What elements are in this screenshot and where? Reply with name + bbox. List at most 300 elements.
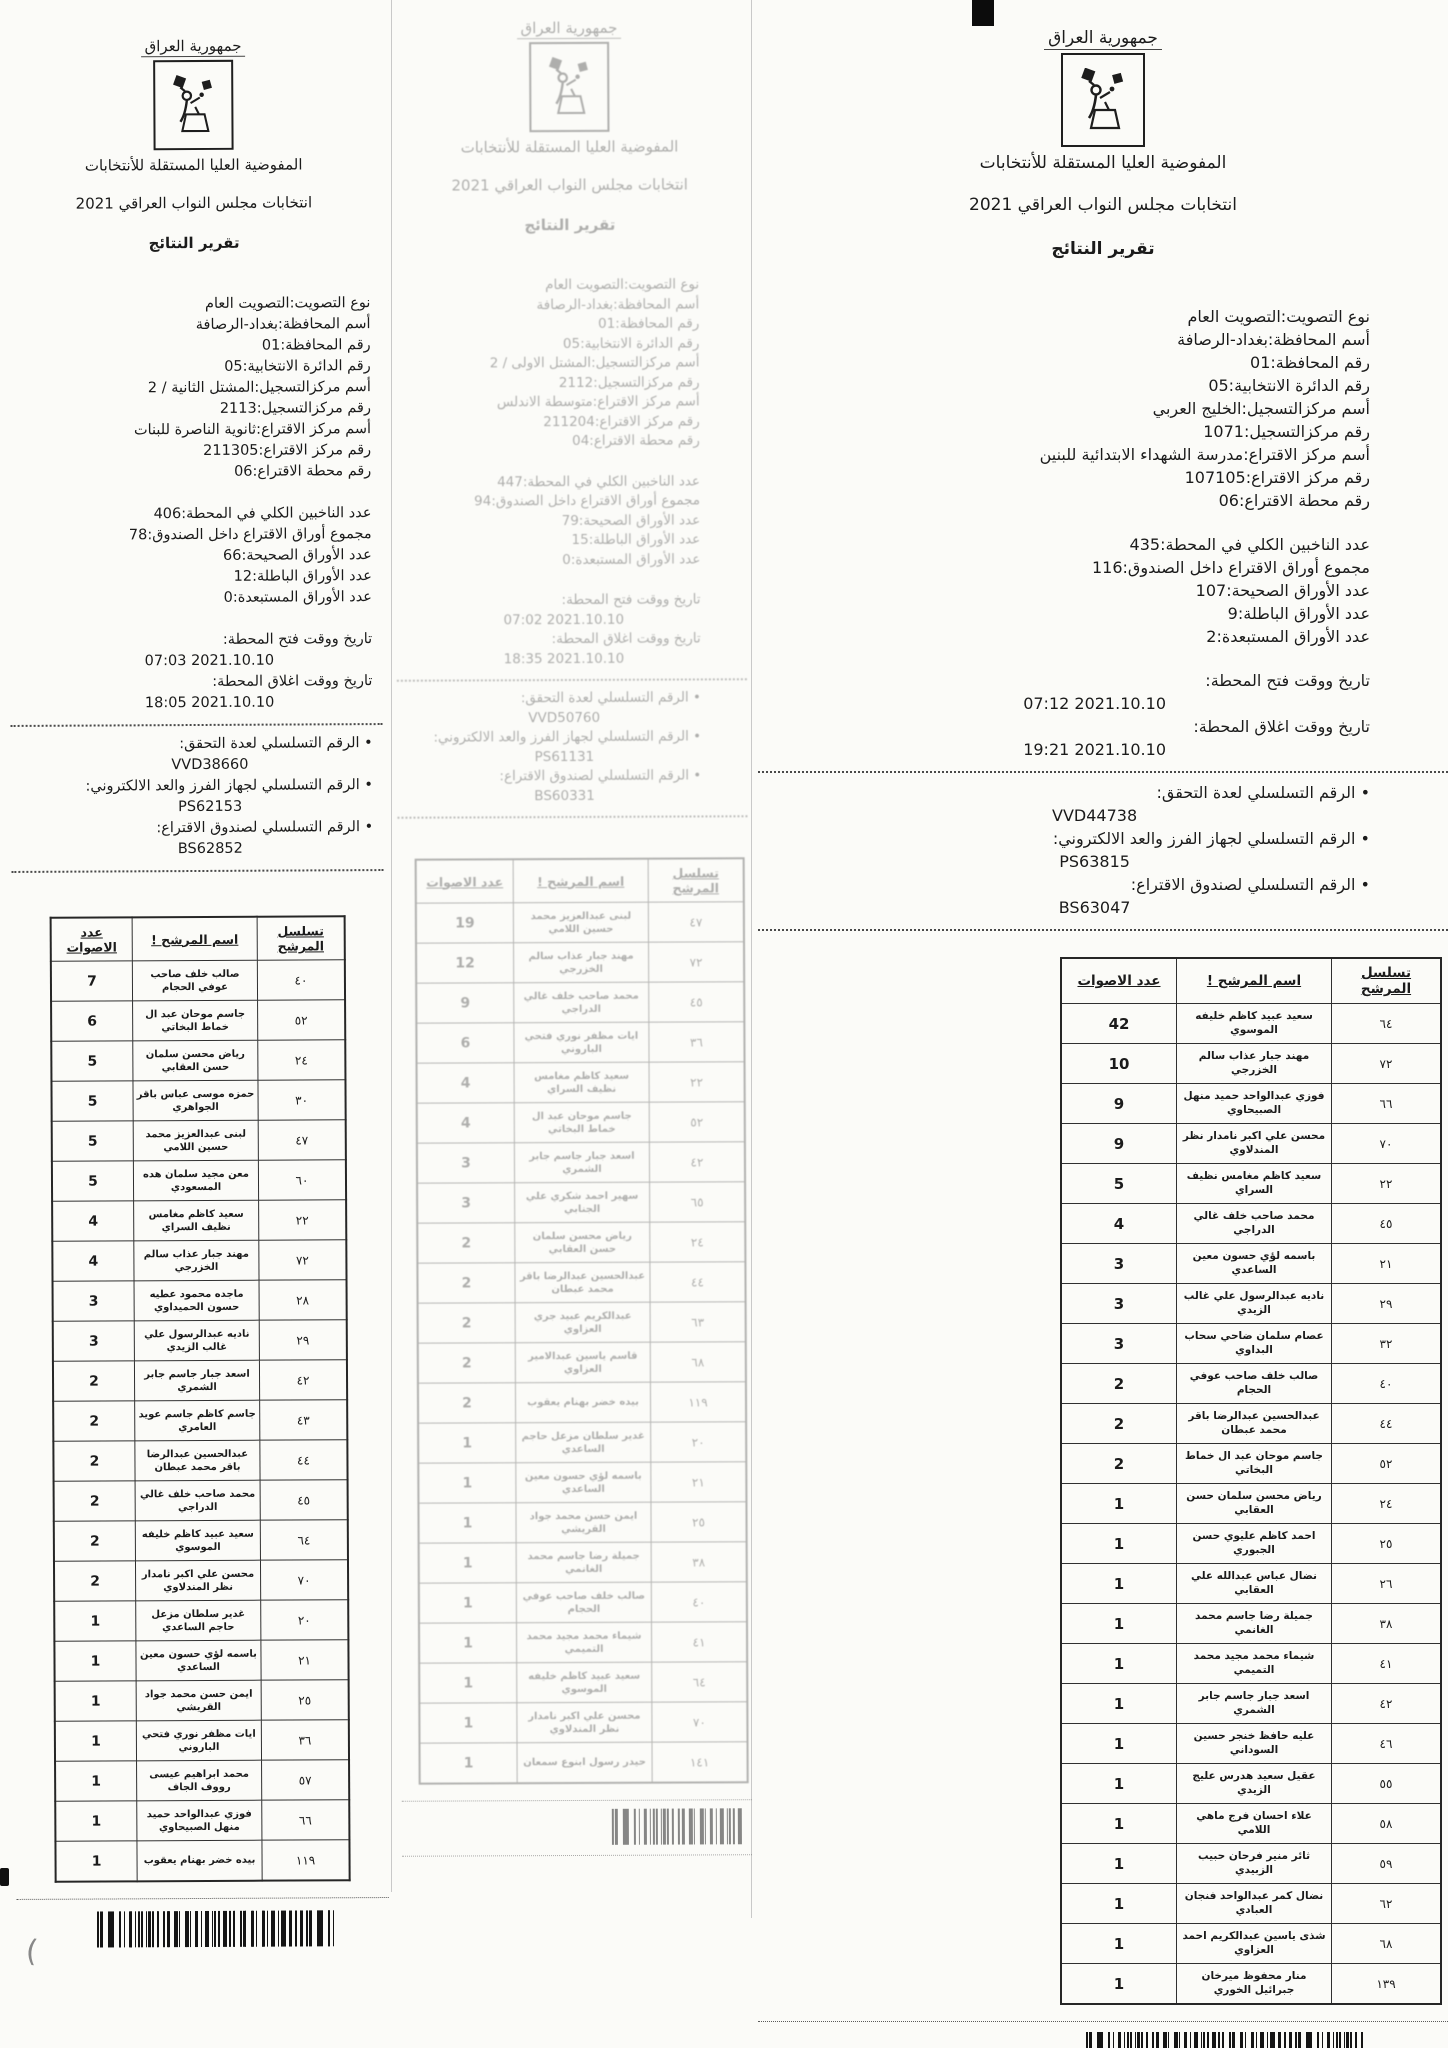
barcode-area (758, 2021, 1448, 2048)
candidate-name-cell: سعيد عبيد كاظم خليفه الموسوي (1177, 1004, 1332, 1044)
candidate-row (54, 1520, 348, 1562)
votes-cell: 3 (53, 1321, 135, 1361)
text-line: • الرقم التسلسلي لعدة التحقق: (1156, 783, 1370, 802)
candidate-number-cell: ٣٨ (1332, 1604, 1442, 1644)
serial-numbers-block (11, 733, 384, 861)
text-line: عدد الأوراق الباطلة:15 (571, 531, 701, 549)
votes-cell: 4 (52, 1241, 134, 1281)
votes-cell: 9 (416, 983, 514, 1023)
votes-cell: 2 (54, 1561, 136, 1601)
text-line: عدد الناخبين الكلي في المحطة:435 (1129, 535, 1370, 554)
candidate-row (1061, 1764, 1441, 1804)
votes-cell: 2 (418, 1343, 516, 1383)
text-line: أسم المحافظة:بغداد-الرصافة (1177, 330, 1370, 349)
votes-cell: 2 (53, 1401, 135, 1441)
text-line: مجموع أوراق الاقتراع داخل الصندوق:116 (1091, 558, 1370, 577)
candidate-number-cell: ٧٠ (1332, 1124, 1442, 1164)
results-table (415, 857, 749, 1784)
candidate-name-cell: ماجده محمود عطيه حسون الحميداوي (134, 1280, 259, 1321)
candidate-name-cell: غدير سلطان مزعل حاجم الساعدي (136, 1600, 261, 1641)
candidate-row (55, 1840, 349, 1882)
candidate-name-cell: فوزي عبدالواحد حميد منهل الصبيحاوي (1177, 1084, 1332, 1124)
candidate-name-cell: لبنى عبدالعزيز محمد حسين اللامي (513, 902, 648, 943)
candidate-name-cell: نضال عباس عبدالله علي العقابي (1177, 1564, 1332, 1604)
text-line: عدد الناخبين الكلي في المحطة:447 (497, 472, 701, 490)
candidate-name-cell: عبدالحسين عبدالرضا باقر محمد عبطان (515, 1262, 650, 1303)
candidate-row (1061, 1084, 1441, 1124)
candidate-number-cell: ٤٥ (260, 1480, 348, 1520)
text-line: رقم محطة الاقتراع:06 (1218, 491, 1370, 510)
text-line: 2021.10.10 07:12 (1023, 694, 1166, 713)
seq-column-header: تسلسل المرشح (257, 916, 345, 960)
candidate-row (52, 1240, 346, 1282)
candidate-row (419, 1662, 747, 1703)
text-line: تاريخ ووقت اغلاق المحطة: (1193, 717, 1370, 736)
text-line: رقم المحافظة:01 (598, 315, 700, 332)
text-line: • الرقم التسلسلي لصندوق الاقتراع: (1130, 875, 1370, 894)
candidate-number-cell: ٤٠ (257, 960, 345, 1000)
text-line: نوع التصويت:التصويت العام (1187, 307, 1370, 326)
station-info-block (395, 275, 746, 452)
scan-artifact-mark (0, 1868, 9, 1886)
text-line: PS62153 (178, 798, 243, 816)
candidate-name-cell: عبدالحسين عبدالرضا باقر محمد عبطان (135, 1440, 260, 1481)
dotted-separator (758, 2021, 1448, 2022)
results-table-header-row (1061, 958, 1441, 1004)
open-close-times-block (396, 590, 746, 670)
text-line: BS63047 (1058, 898, 1131, 917)
votes-cell: 1 (418, 1463, 516, 1503)
candidate-row (1061, 1124, 1441, 1164)
candidate-number-cell: ٥٥ (1332, 1764, 1442, 1804)
candidate-row (53, 1400, 347, 1442)
candidate-row (1061, 1004, 1441, 1044)
candidate-name-cell: منار محفوظ ميرخان جبرائيل الخوري (1177, 1964, 1332, 2005)
candidate-name-cell: صالب خلف صاحب عوفي الحجام (516, 1582, 651, 1623)
receipt-header (7, 35, 380, 253)
candidate-number-cell: ٤٦ (1332, 1724, 1442, 1764)
candidate-row (1061, 1644, 1441, 1684)
text-line: عدد الأوراق الباطلة:9 (1227, 604, 1370, 623)
votes-cell: 1 (1061, 1844, 1177, 1884)
candidate-name-cell: شيماء محمد مجيد محمد التميمي (1177, 1644, 1332, 1684)
votes-cell: 5 (52, 1121, 134, 1161)
candidate-number-cell: ٢١ (261, 1640, 349, 1680)
text-line: أسم المحافظة:بغداد-الرصافة (536, 295, 700, 313)
candidate-row (417, 1062, 745, 1103)
votes-cell: 1 (419, 1543, 517, 1583)
candidate-row (1061, 1564, 1441, 1604)
candidate-row (1061, 1244, 1441, 1284)
dotted-separator (11, 869, 383, 873)
scan-artifact-mark (972, 0, 994, 26)
candidate-name-cell: مهند جبار عذاب سالم الخزرجي (1177, 1044, 1332, 1084)
candidate-name-cell: بيده خضر بهنام يعقوب (137, 1840, 262, 1881)
candidate-row (1061, 1324, 1441, 1364)
votes-cell: 2 (417, 1223, 515, 1263)
votes-cell: 42 (1061, 1004, 1177, 1044)
candidate-row (419, 1702, 747, 1743)
votes-cell: 1 (1061, 1644, 1177, 1684)
votes-cell: 2 (418, 1303, 516, 1343)
candidate-number-cell: ٦٤ (1332, 1004, 1442, 1044)
candidate-row (419, 1742, 747, 1784)
candidate-number-cell: ٦٥ (650, 1182, 746, 1222)
ihec-logo-icon (1061, 53, 1145, 147)
votes-cell: 1 (1061, 1484, 1177, 1524)
candidate-row (55, 1760, 349, 1802)
candidate-name-cell: جميلة رضا جاسم محمد الغانمي (516, 1542, 651, 1583)
text-line: نوع التصويت:التصويت العام (545, 276, 700, 294)
text-line: VVD38660 (171, 756, 249, 774)
candidate-row (55, 1680, 349, 1722)
text-line: عدد الأوراق المستبعدة:0 (562, 550, 701, 568)
candidate-number-cell: ٤٤ (260, 1440, 348, 1480)
candidate-number-cell: ٦٨ (1332, 1924, 1442, 1964)
candidate-row (55, 1720, 349, 1762)
candidate-name-cell: ايات مظفر نوري فتحي الباروني (514, 1022, 649, 1063)
dotted-separator (758, 771, 1448, 773)
text-line: 2021.10.10 18:35 (503, 650, 625, 667)
text-line: أسم المحافظة:بغداد-الرصافة (195, 316, 371, 334)
seq-column-header: تسلسل المرشح (1332, 958, 1442, 1004)
text-line: BS62852 (177, 840, 243, 858)
candidate-number-cell: ٢١ (1332, 1244, 1442, 1284)
candidate-number-cell: ٢٠ (651, 1422, 747, 1462)
text-line: تاريخ ووقت فتح المحطة: (1205, 671, 1370, 690)
barcode (1086, 2032, 1364, 2048)
candidate-row (54, 1640, 348, 1682)
candidate-name-cell: ايمن حسن محمد جواد القريشي (136, 1680, 261, 1721)
candidate-row (53, 1440, 347, 1482)
votes-cell: 1 (54, 1601, 136, 1641)
votes-cell: 4 (52, 1201, 134, 1241)
votes-cell: 1 (1061, 1964, 1177, 2005)
candidate-name-cell: علاء احسان فرج ماهي اللامي (1177, 1804, 1332, 1844)
candidate-number-cell: ٤١ (651, 1622, 747, 1662)
text-line: • الرقم التسلسلي لجهاز الفرز والعد الالكتروني: (1052, 829, 1370, 848)
scan-artifact-mark: ( (24, 1933, 40, 1970)
open-close-times-block (10, 629, 382, 715)
candidate-row (417, 1262, 745, 1303)
candidate-number-cell: ٧٢ (649, 942, 745, 982)
votes-cell: 1 (419, 1663, 517, 1703)
candidate-number-cell: ٧٠ (260, 1560, 348, 1600)
candidate-number-cell: ١١٩ (650, 1382, 746, 1422)
text-line: نوع التصويت:التصويت العام (204, 295, 371, 312)
votes-cell: 1 (419, 1703, 517, 1743)
candidate-row (1061, 1604, 1441, 1644)
candidate-number-cell: ٢٠ (261, 1600, 349, 1640)
candidate-number-cell: ٥٢ (258, 1000, 346, 1040)
text-line: تاريخ ووقت اغلاق المحطة: (551, 630, 701, 648)
candidate-number-cell: ٤١ (1332, 1644, 1442, 1684)
text-line: • الرقم التسلسلي لصندوق الاقتراع: (156, 819, 374, 837)
ihec-logo-icon (529, 42, 609, 132)
results-table-header-row (51, 916, 345, 961)
votes-cell: 9 (1061, 1124, 1177, 1164)
commission-title: المفوضية العليا المستقلة للأنتخابات (460, 137, 679, 157)
country-title: جمهورية العراق (517, 19, 622, 39)
text-line: 2021.10.10 19:21 (1023, 740, 1166, 759)
barcode (97, 1910, 337, 1947)
results-table (1060, 957, 1442, 2005)
candidate-number-cell: ٥٩ (1332, 1844, 1442, 1884)
votes-cell: 1 (55, 1721, 137, 1761)
votes-cell: 4 (417, 1063, 515, 1103)
votes-cell: 12 (416, 943, 514, 983)
votes-cell: 1 (54, 1641, 136, 1681)
candidate-row (418, 1422, 746, 1463)
candidate-row (417, 1142, 745, 1183)
candidate-row (418, 1462, 746, 1503)
scan-edge-line (751, 0, 752, 1918)
candidate-row (1061, 1524, 1441, 1564)
text-line: عدد الأوراق الباطلة:12 (233, 568, 372, 585)
text-line: 2021.10.10 18:05 (144, 694, 275, 712)
text-line: رقم محطة الاقتراع:04 (572, 432, 700, 449)
candidate-row (418, 1502, 746, 1543)
candidate-number-cell: ٢٤ (1332, 1484, 1442, 1524)
scan-edge-line (391, 0, 392, 1892)
votes-cell: 1 (1061, 1764, 1177, 1804)
candidate-name-cell: نضال كمر عبدالواحد فنجان العبادي (1177, 1884, 1332, 1924)
candidate-name-cell: جميلة رضا جاسم محمد الغانمي (1177, 1604, 1332, 1644)
candidate-name-cell: جاسم موحان عبد ال خماط البخاتي (133, 1000, 258, 1041)
tally-sheet-right (758, 28, 1448, 2048)
country-title: جمهورية العراق (141, 37, 246, 58)
tally-sheet-left (7, 35, 389, 1948)
candidate-number-cell: ٧٢ (1332, 1044, 1442, 1084)
text-line: مجموع أوراق الاقتراع داخل الصندوق:78 (128, 526, 372, 544)
candidate-row (1061, 1844, 1441, 1884)
candidate-row (416, 1022, 744, 1063)
candidate-name-cell: عبدالكريم عبيد جري العزاوي (515, 1302, 650, 1343)
candidate-row (54, 1560, 348, 1602)
candidate-row (416, 942, 744, 983)
votes-cell: 6 (416, 1023, 514, 1063)
candidate-row (416, 902, 744, 943)
barcode-area (402, 1799, 752, 1857)
candidate-name-cell: بيده خضر بهنام يعقوب (515, 1382, 650, 1423)
commission-title: المفوضية العليا المستقلة للأنتخابات (84, 155, 303, 175)
candidate-row (1061, 1684, 1441, 1724)
text-line: عدد الأوراق المستبعدة:2 (1206, 627, 1370, 646)
candidate-name-cell: سهير احمد شكري علي الجنابي (515, 1182, 650, 1223)
receipt-header (758, 28, 1448, 259)
text-line: رقم مركز الاقتراع:211204 (543, 412, 700, 430)
election-title: انتخابات مجلس النواب العراقي 2021 (969, 195, 1237, 215)
candidate-row (51, 1000, 345, 1042)
station-info-block (758, 305, 1448, 512)
votes-cell: 1 (55, 1841, 137, 1882)
candidate-number-cell: ٣٨ (651, 1542, 747, 1582)
candidate-row (1061, 1284, 1441, 1324)
candidate-name-cell: سعيد كاظم مغامس نظيف السراي (514, 1062, 649, 1103)
candidate-number-cell: ٤٢ (649, 1142, 745, 1182)
candidate-row (417, 1182, 745, 1223)
votes-cell: 1 (418, 1423, 516, 1463)
votes-cell: 1 (55, 1761, 137, 1801)
text-line: رقم الدائرة الانتخابية:05 (562, 334, 700, 352)
candidate-row (1061, 1484, 1441, 1524)
commission-title: المفوضية العليا المستقلة للأنتخابات (979, 153, 1227, 173)
text-line: رقم محطة الاقتراع:06 (234, 463, 372, 480)
candidate-row (419, 1582, 747, 1623)
candidate-row (52, 1200, 346, 1242)
votes-cell: 2 (54, 1521, 136, 1561)
candidate-number-cell: ١٤١ (652, 1742, 748, 1783)
text-line: أسم مركز الاقتراع:ثانوية الناصرة للبنات (133, 421, 372, 439)
candidate-number-cell: ٢٥ (1332, 1524, 1442, 1564)
candidate-name-cell: حمزه موسى عباس باقر الجواهري (133, 1080, 258, 1121)
candidate-name-cell: محسن علي اكبر نامدار نظر المندلاوي (1177, 1124, 1332, 1164)
votes-cell: 1 (1061, 1884, 1177, 1924)
report-title: تقرير النتائج (524, 215, 616, 235)
candidate-number-cell: ٧٢ (259, 1240, 347, 1280)
candidate-row (417, 1102, 745, 1143)
ihec-logo-icon (153, 60, 233, 150)
dotted-separator (402, 1854, 752, 1857)
candidate-number-cell: ٥٢ (649, 1102, 745, 1142)
candidate-row (51, 1080, 345, 1122)
candidate-row (1061, 1364, 1441, 1404)
candidate-name-cell: عبدالحسين عبدالرضا باقر محمد عبطان (1177, 1404, 1332, 1444)
candidate-number-cell: ٢٥ (261, 1680, 349, 1720)
candidate-name-cell: باسمه لؤي حسون معين الساعدي (1177, 1244, 1332, 1284)
dotted-separator (758, 929, 1448, 931)
votes-cell: 3 (1061, 1284, 1177, 1324)
text-line: تاريخ ووقت فتح المحطة: (222, 631, 373, 648)
seq-column-header: تسلسل المرشح (648, 858, 744, 902)
candidate-name-cell: ثائر منير فرحان حبيب الزبيدي (1177, 1844, 1332, 1884)
votes-cell: 1 (1061, 1604, 1177, 1644)
votes-cell: 4 (417, 1103, 515, 1143)
results-table (50, 915, 351, 1883)
candidate-number-cell: ٤٣ (260, 1400, 348, 1440)
candidate-number-cell: ٦٠ (258, 1160, 346, 1200)
votes-cell: 2 (1061, 1364, 1177, 1404)
candidate-name-cell: مهند جبار عذاب سالم الخزرجي (514, 942, 649, 983)
votes-cell: 1 (1061, 1564, 1177, 1604)
receipt-header (394, 17, 745, 235)
name-column-header: اسم المرشح ! (132, 917, 257, 961)
candidate-number-cell: ٥٧ (262, 1760, 350, 1800)
text-line: مجموع أوراق الاقتراع داخل الصندوق:94 (474, 492, 701, 510)
candidate-name-cell: عقيل سعيد هدرس عليج الزيدي (1177, 1764, 1332, 1804)
candidate-name-cell: صالب خلف صاحب عوفي الحجام (1177, 1364, 1332, 1404)
candidate-number-cell: ٧٠ (652, 1702, 748, 1742)
candidate-number-cell: ٢٤ (258, 1040, 346, 1080)
candidate-name-cell: سعيد عبيد كاظم خليفه الموسوي (517, 1662, 652, 1703)
candidate-row (53, 1280, 347, 1322)
votes-cell: 19 (416, 903, 514, 943)
candidate-name-cell: محسن علي اكبر نامدار نظر المندلاوي (135, 1560, 260, 1601)
candidate-number-cell: ٤٧ (258, 1120, 346, 1160)
candidate-name-cell: مهند جبار عذاب سالم الخزرجي (134, 1240, 259, 1281)
ballot-counts-block (9, 503, 382, 610)
text-line: عدد الناخبين الكلي في المحطة:406 (153, 505, 372, 523)
text-line: BS60331 (534, 787, 595, 804)
votes-cell: 5 (51, 1041, 133, 1081)
name-column-header: اسم المرشح ! (1177, 958, 1332, 1004)
votes-cell: 1 (1061, 1684, 1177, 1724)
candidate-name-cell: سعيد عبيد كاظم خليفه الموسوي (135, 1520, 260, 1561)
candidate-number-cell: ٣٢ (1332, 1324, 1442, 1364)
candidate-number-cell: ٤٢ (1332, 1684, 1442, 1724)
candidate-number-cell: ٢٢ (259, 1200, 347, 1240)
candidate-row (1061, 1884, 1441, 1924)
candidate-row (1061, 1164, 1441, 1204)
candidate-number-cell: ٢٤ (650, 1222, 746, 1262)
candidate-name-cell: جاسم كاظم جاسم عويد العامري (135, 1400, 260, 1441)
candidate-row (54, 1600, 348, 1642)
text-line: أسم مركزالتسجيل:الخليج العربي (1152, 399, 1370, 418)
candidate-name-cell: رياض محسن سلمان حسن العقابي (1177, 1484, 1332, 1524)
candidate-name-cell: رياض محسن سلمان حسن العقابي (515, 1222, 650, 1263)
candidate-number-cell: ٢٢ (649, 1062, 745, 1102)
candidate-number-cell: ١٣٩ (1332, 1964, 1442, 2005)
votes-cell: 2 (417, 1263, 515, 1303)
text-line: أسم مركزالتسجيل:المشتل الاولى / 2 (489, 354, 700, 372)
candidate-name-cell: باسمه لؤي حسون معين الساعدي (516, 1462, 651, 1503)
text-line: • الرقم التسلسلي لجهاز الفرز والعد الالكتروني: (433, 728, 702, 746)
candidate-name-cell: لبنى عبدالعزيز محمد حسين اللامي (133, 1120, 258, 1161)
votes-cell: 10 (1061, 1044, 1177, 1084)
candidate-name-cell: صالب خلف صاحب عوفي الحجام (132, 960, 257, 1001)
candidate-row (1061, 1964, 1441, 2005)
candidate-row (1061, 1204, 1441, 1244)
candidate-name-cell: ناديه عبدالرسول علي غالب الزيدي (1177, 1284, 1332, 1324)
votes-cell: 1 (55, 1801, 137, 1841)
text-line: رقم الدائرة الانتخابية:05 (1208, 376, 1370, 395)
votes-cell: 2 (1061, 1444, 1177, 1484)
text-line: • الرقم التسلسلي لجهاز الفرز والعد الالكتروني: (85, 777, 373, 795)
votes-cell: 3 (417, 1143, 515, 1183)
candidate-row (416, 982, 744, 1023)
candidate-name-cell: معن مجيد سلمان هده المسعودي (133, 1160, 258, 1201)
text-line: VVD44738 (1052, 806, 1138, 825)
text-line: VVD50760 (528, 709, 601, 726)
election-title: انتخابات مجلس النواب العراقي 2021 (451, 175, 688, 195)
votes-cell: 4 (1061, 1204, 1177, 1244)
results-table-header-row (416, 858, 744, 903)
candidate-name-cell: احمد كاظم عليوي حسن الجبوري (1177, 1524, 1332, 1564)
votes-cell: 1 (418, 1503, 516, 1543)
text-line: 2021.10.10 07:03 (144, 652, 275, 670)
candidate-number-cell: ٢٦ (1332, 1564, 1442, 1604)
text-line: رقم المحافظة:01 (1250, 353, 1370, 372)
dotted-separator (17, 1897, 389, 1900)
name-column-header: اسم المرشح ! (513, 859, 648, 903)
votes-cell: 1 (1061, 1924, 1177, 1964)
votes-cell: 5 (1061, 1164, 1177, 1204)
candidate-number-cell: ٤٥ (1332, 1204, 1442, 1244)
candidate-number-cell: ٦٣ (650, 1302, 746, 1342)
candidate-name-cell: ايات مظفر نوري فتحي الباروني (136, 1720, 261, 1761)
votes-cell: 7 (51, 961, 133, 1001)
votes-cell: 1 (419, 1583, 517, 1623)
candidate-name-cell: سعيد كاظم مغامس نظيف السراي (134, 1200, 259, 1241)
votes-cell: 3 (417, 1183, 515, 1223)
dotted-separator (11, 723, 383, 727)
votes-cell: 1 (419, 1623, 517, 1663)
candidate-name-cell: سعيد كاظم مغامس نظيف السراي (1177, 1164, 1332, 1204)
candidate-row (51, 960, 345, 1002)
candidate-row (51, 1040, 345, 1082)
candidate-name-cell: قاسم ياسين عبدالامير العزاوي (515, 1342, 650, 1383)
text-line: رقم مركزالتسجيل:2112 (558, 373, 700, 391)
